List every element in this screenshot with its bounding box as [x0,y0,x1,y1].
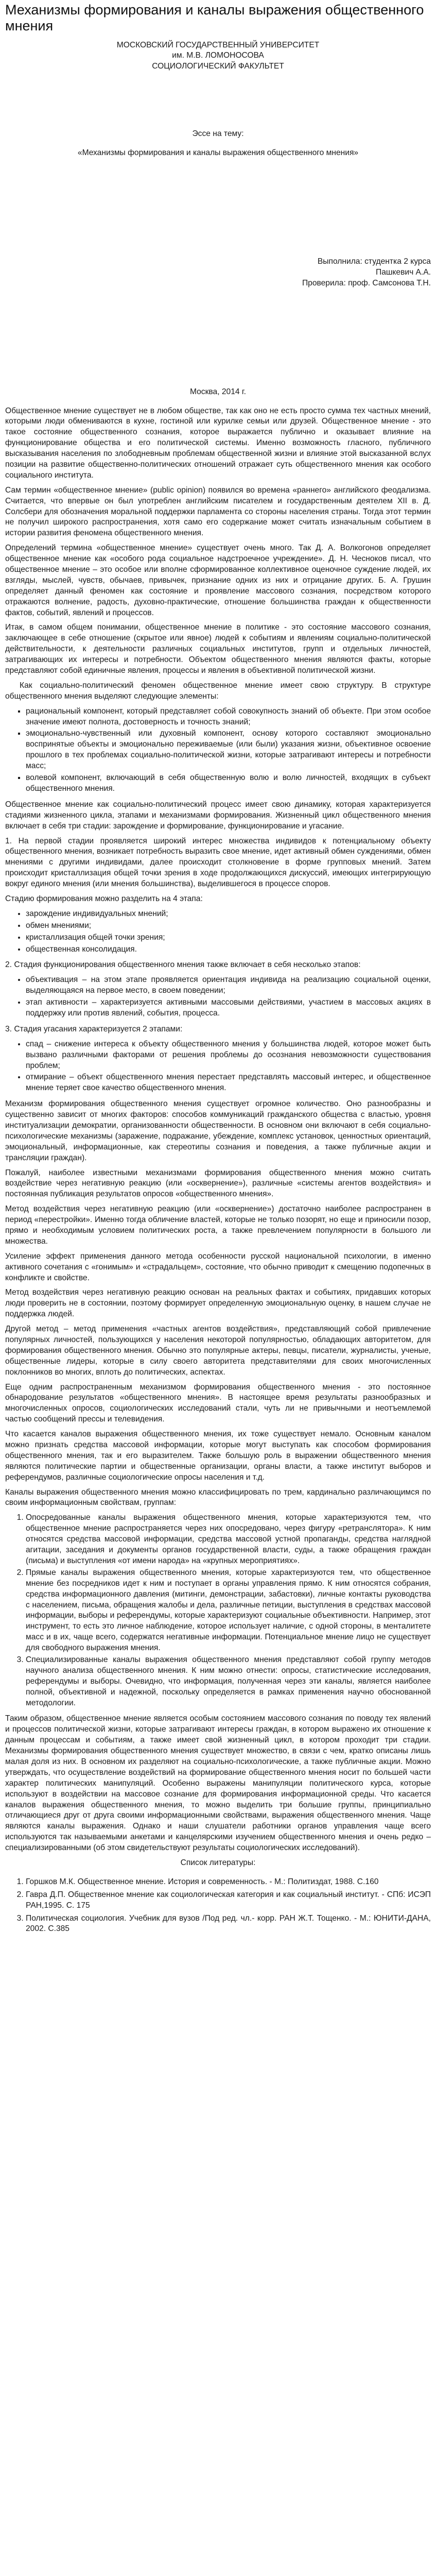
list-item: 2. Прямые каналы выражения общественного мнения, которые характеризуются тем, что общественное мнение без посредников идет к ним и поступает в органы управления прямо. К ним относятся собрания, средства информационного давления (митинги, демонстрации, забастовки), личные контакты руководства с населением, письма, обращения жалобы и дела, различные петиции, выступления в средствах массовой информации, выборы и референдумы, которые характеризуют социальные объективности. Например, этот инструмент, то есть это личное наблюдение, которое использует наличие, с одной стороны, в менталитете масс и в их, чаще всего, содержатся негативные информации. Потенциальное мнение лицо не существует для свободного выражения мнения. [26,1568,431,1654]
list-item: • отмирание – объект общественного мнения перестает представлять массовый интерес, и общественное мнение теряет свое качество общественного мнения. [26,1072,431,1094]
paragraph: Итак, в самом общем понимании, общественное мнение в политике - это состояние массового сознания, заключающее в себе отношение (скрытое или явное) людей к событиям и явлениям социально-политической действительности, к деятельности различных социальных институтов, групп и отдельных личностей, затрагивающих их интересы и потребности. Объектом общественного мнения являются факты, которые представляют собой единичные явления, процессы и явления в объективной политической жизни. [5,623,431,675]
list-item: • объективация – на этом этапе проявляется ориентация индивида на реализацию социальной оценки, выделяющаяся на первое место, в своем поведении; [26,975,431,996]
paragraph: Метод воздействия через негативную реакцию (или «осквернение») достаточно наиболее распространен в период «перестройки». Именно тогда обличение властей, которые не только позорят, но еще и приносили позор, прямо и необходимым условием политических роста, а также превлечением популярности в большого ли множества. [5,1205,431,1246]
references-list [5,1877,431,1935]
paragraph: 3. Стадия угасания характеризуется 2 этапами: [5,1024,183,1033]
university-name: МОСКОВСКИЙ ГОСУДАРСТВЕННЫЙ УНИВЕРСИТЕТ [116,40,320,49]
university-named: им. М.В. ЛОМОНОСОВА [172,51,264,60]
list-item: 3. Специализированные каналы выражения общественного мнения представляют собой группу методов научного анализа общественного мнения. К ним можно отнести: опросы, статистические исследования, референдумы и выборы. Очевидно, что информация, полученная через эти каналы, является наиболее полной, объективной и надежной, поскольку определяется в рамках применения научно обоснованной методологии. [26,1655,431,1708]
paragraph: Определений термина «общественное мнение» существует очень много. Так Д. А. Волкогонов определяет общественное мнение как «особого рода социальное надстроечное учреждение». Д. Н. Чесноков писал, что общественное мнение – это особое или вполне сформированное коллективное оценочное суждение людей, их взгляды, мыслей, чувств, обычаев, привычек, признание одних из них и отрицание других. Б. А. Грушин определяет данный феномен как состояние и проявление массового сознания, посредством которого отражаются волнение, радость, духовно-практические, отношение большинства граждан к общественности фактов, событий, явлений и процессов. [5,544,431,617]
list-item: ▪ эмоционально-чувственный или духовный компонент, основу которого составляют эмоционально воспринятые объекты и эмоционально переживаемые (или были) указания жизни, объективное освоение прошлого в тех проблемах социально-политической жизни, которые затрагивают интересы и потребности масс; [26,728,431,772]
reference-item: 1. Горшков М.К. Общественное мнение. История и современность. - М.: Политиздат, 1988. С.160 [26,1877,431,1888]
paragraph: Общественное мнение существует не в любом обществе, так как оно не есть просто сумма тех частных мнений, которыми люди обмениваются в кухне, гостиной или курилке семьи или друзей. Общественное мнение - это такое состояние общественного сознания, которое выражается публично и оказывает влияние на функционирование общества и его политической системы. Именно возможность гласного, публичного высказывания населения по злободневным проблемам общественной жизни и влияние этой высказанной вслух позиции на развитие общественно-политических отношений отражает суть общественного мнения как особого социального института. [5,406,431,480]
channel-groups-list [5,1513,431,1708]
performed-by: Выполнила: студентка 2 курса [317,257,431,266]
paragraph: Каналы выражения общественного мнения можно классифицировать по трем, кардинально различающимся по своим информационным свойствам, группам: [5,1487,431,1507]
paragraph: Что касается каналов выражения общественного мнения, их тоже существует немало. Основным каналом можно признать средства массовой информации, которые могут выступать как способом формирования общественного мнения, так и его выразителем. Также большую роль в выражении общественного мнения являются политические партии и общественные организации, органы власти, а также институт выборов и референдумов, различные социологические опросы населения и т.д. [5,1430,431,1482]
paragraph: Механизм формирования общественного мнения существует огромное количество. Оно разнообразны и существенно зависит от многих факторов: способов коммуникаций гражданского общества с властью, уровня институализации демократии, организованности общественности. В основном они включают в себя социально-психологические механизмы (заражение, подражание, убеждение, комплекс установок, ценностных ориентаций, эмоциональный, информационные, как стереотипы сознания и поведения, а также публичные акции и трансляции граждан). [5,1099,431,1162]
list-item: • обмен мнениями; [26,921,431,931]
paragraph: Еще одним распространенным механизмом формирования общественного мнения - это постоянное обнародование результатов «общественного мнения». В настоящее время результаты разнообразных и многочисленных опросов, социологических исследований стали, чуть ли не привычными и неотъемлемой частью сообщений прессы и телевидения. [5,1382,431,1424]
paragraph: Таким образом, общественное мнение является особым состоянием массового сознания по поводу тех явлений и процессов политической жизни, которые затрагивают интересы граждан, в котором выражено их отношение к данным процессам и событиям, а также имеет свой жизненный цикл, в котором проходит три стадии. Механизмы формирования общественного мнения существует множество, в связи с чем, кратко описаны лишь малая доля из них. В основном их разделяют на социально-психологические, а также публичные акции. Можно утверждать, что осуществление воздействий на формирование общественного мнения носит по большей части характер политических манипуляций. Особенно выражены манипуляции политического курса, которые используют в воздействии на массовое сознание для формирования информационной среды. Что касается каналов выражения общественного мнения, то можно выделить три большие группы, принципиально отличающиеся друг от друга своими информационными свойствами, выражения общественного мнения. Чаще являются каналы выражения. Однако и наши слушатели работники органов управления чаще всего используются так называемыми анкетами и канцелярскими изучением общественного мнения и очень редко – специализированными (об этом свидетельствуют результаты социологических исследований). [5,1714,431,1853]
list-item: • общественная консолидация. [26,944,431,955]
references-title: Список литературы: [180,1858,256,1867]
paragraph: Усиление эффект применения данного метода особенности русской национальной психологии, в именно активного сочетания с «гонимым» и «страдальцем», состояние, что обычно приводит к смещению подопечных в конфликте и свойстве. [5,1251,431,1282]
list-item: • зарождение индивидуальных мнений; [26,909,431,920]
stage3-list [5,1039,431,1094]
essay-label: Эссе на тему: [192,129,244,139]
stage2-list [5,975,431,1019]
structure-list [5,706,431,794]
document-title: Механизмы формирования и каналы выражения общественного мнения [5,2,424,33]
paragraph: Общественное мнение как социально-политический процесс имеет свою динамику, которая характеризуется стадиями жизненного цикла, этапами и механизмами формирования. Жизненный цикл общественного мнения включает в себя три стадии: зарождение и формирование, функционирование и угасание. [5,800,431,831]
faculty-name: СОЦИОЛОГИЧЕСКИЙ ФАКУЛЬТЕТ [152,62,284,71]
list-item: 1. Опосредованные каналы выражения общественного мнения, которые характеризуются тем, что общественное мнение распространяется через них опосредовано, через фигуру «ретранслятора». К ним относятся средства массовой информации, средства массовой устной пропаганды, средства наглядной агитации, заседания и документы органов государственной власти, суды, а также обращения граждан (письма) и выступления «от имени народа» на «крупных мероприятиях». [26,1513,431,1566]
list-item: ▪ волевой компонент, включающий в себя общественную волю и волю личностей, входящих в субъект общественного мнения. [26,773,431,794]
essay-topic: «Механизмы формирования и каналы выражения общественного мнения» [77,148,359,158]
paragraph: Пожалуй, наиболее известными механизмами формирования общественного мнения можно считать воздействие через негативную реакцию (или «осквернение»), различные «системы агентов воздействия» и постоянная публикация результатов опросов «общественного мнения». [5,1168,431,1199]
paragraph: Стадию формирования можно разделить на 4 этапа: [5,894,203,903]
list-item: • кристаллизация общей точки зрения; [26,933,431,943]
paragraph: Как социально-политический феномен общественное мнение имеет свою структуру. В структуре общественного мнения выделяют следующие элементы: [5,681,431,701]
paragraph: Метод воздействия через негативную реакцию основан на реальных фактах и событиях, придавших которых люди проверить не в состоянии, поэтому формирует определенную эмоциональную оценку, в нашем случае не поддержка людей. [5,1288,431,1319]
student-name: Пашкевич А.А. [376,267,431,277]
city-year: Москва, 2014 г. [189,387,247,396]
paragraph: Другой метод – метод применения «частных агентов воздействия», представляющий собой привлечение популярных личностей, пользующихся у населения некоторой популярностью, обладающих авторитетом, для формирования общественного мнения. Обычно это популярные актеры, певцы, писатели, журналисты, ученые, общественные лидеры, которые в силу своего авторитета представителями для своих многочисленных поклонников во многих, вплоть до политических, аспектах. [5,1325,431,1377]
stage1-list [5,909,431,955]
list-item: • этап активности – характеризуется активными массовыми действиями, участием в массовых акциях в поддержку или против явлений, события, процесса. [26,997,431,1019]
paragraph: Сам термин «общественное мнение» (public opinion) появился во времена «раннего» английского феодализма. Считается, что впервые он был употреблен английским писателем и государственным деятелем XII в. Д. Солсбери для обозначения моральной поддержки парламента со стороны населения страны. Тогда этот термин не получил широкого распространения, хотя само его содержание может считать изначальным событием в истории развития феномена общественного мнения. [5,485,431,538]
checked-by: Проверила: проф. Самсонова Т.Н. [302,278,431,287]
list-item: • спад – снижение интереса к объекту общественного мнения у большинства людей, которое может быть вызвано различными факторами от решения проблемы до осознания невозможности существования проблем; [26,1039,431,1072]
list-item: ▪ рациональный компонент, который представляет собой совокупность знаний об объекте. При этом особое значение имеют полнота, достоверность и точность знаний; [26,706,431,728]
paragraph: 2. Стадия функционирования общественного мнения также включает в себя несколько этапов: [5,960,361,970]
paragraph: 1. На первой стадии проявляется широкий интерес множества индивидов к потенциальному объекту общественного мнения, возникает потребность выразить свое мнение, идет активный обмен суждениями, обмен мнениями с другими индивидами, далее происходит столкновение в форме групповых мнений. Затем происходит кристаллизация общей точки зрения в ходе продолжающихся дискуссий, имеющих интегрирующую вокруг единого мнения (или мнения большинства), выделившегося в процессе споров. [5,836,431,889]
reference-item: 2. Гавра Д.П. Общественное мнение как социологическая категория и как социальный институт. - СПб: ИСЭП РАН,1995. С. 175 [26,1890,431,1911]
reference-item: 3. Политическая социология. Учебник для вузов /Под ред. чл.- корр. РАН Ж.Т. Тощенко. - М.: ЮНИТИ-ДАНА, 2002. С.385 [26,1913,431,1935]
